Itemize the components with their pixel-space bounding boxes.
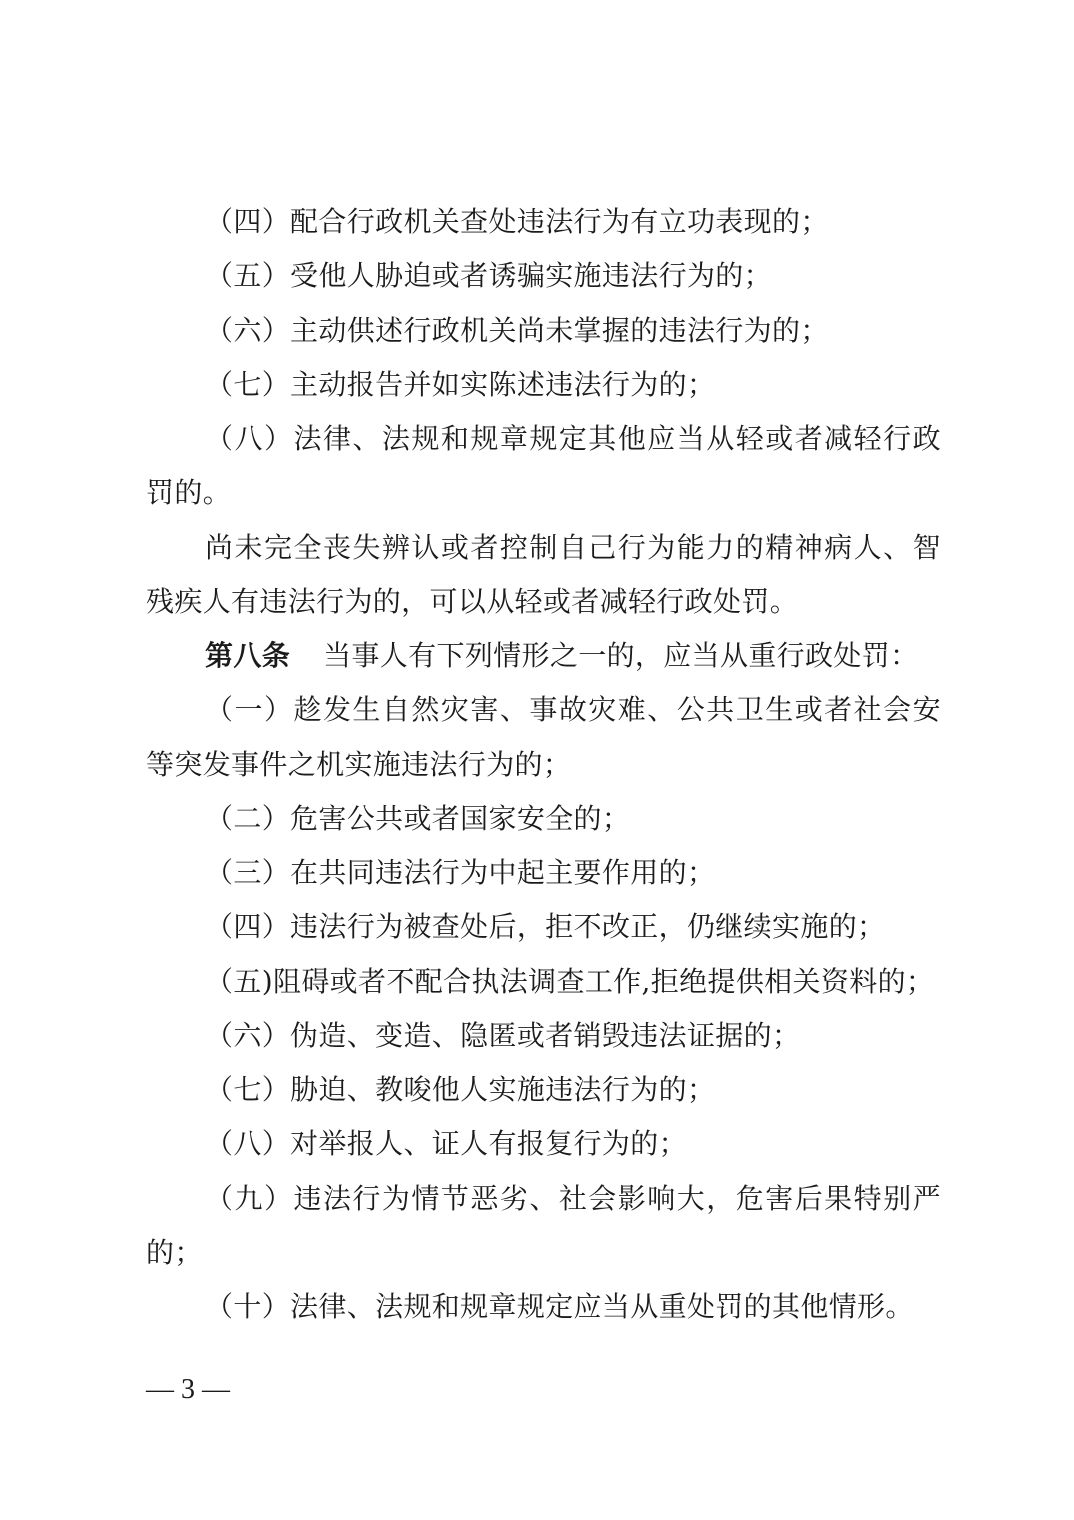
paragraph bbox=[146, 1280, 941, 1334]
text-line: （五）受他人胁迫或者诱骗实施违法行为的； bbox=[205, 259, 773, 293]
paragraph bbox=[146, 1063, 941, 1117]
text-line: （二）危害公共或者国家安全的； bbox=[205, 801, 631, 835]
paragraph bbox=[146, 955, 941, 1009]
paragraph bbox=[146, 304, 941, 358]
text-line: （五)阻碍或者不配合执法调查工作,拒绝提供相关资料的； bbox=[205, 964, 935, 998]
text-line: 尚未完全丧失辨认或者控制自己行为能力的精神病人、智 bbox=[205, 530, 941, 564]
article-text: 当事人有下列情形之一的，应当从重行政处罚： bbox=[323, 639, 919, 672]
article-heading: 第八条 bbox=[205, 639, 291, 672]
paragraph bbox=[146, 792, 941, 846]
text-line: （六）主动供述行政机关尚未掌握的违法行为的； bbox=[205, 313, 829, 347]
text-line: 的； bbox=[146, 1235, 203, 1269]
paragraph bbox=[146, 249, 941, 303]
paragraph bbox=[146, 846, 941, 900]
article-paragraph bbox=[146, 629, 941, 683]
page-number-footer: — 3 — bbox=[146, 1374, 230, 1405]
text-line: 罚的。 bbox=[146, 476, 232, 510]
paragraph bbox=[146, 1172, 941, 1281]
paragraph bbox=[146, 1117, 941, 1171]
paragraph bbox=[146, 683, 941, 792]
text-line: 残疾人有违法行为的，可以从轻或者减轻行政处罚。 bbox=[146, 584, 799, 618]
paragraph bbox=[146, 412, 941, 521]
text-line: （一）趁发生自然灾害、事故灾难、公共卫生或者社会安 bbox=[205, 693, 941, 727]
paragraph bbox=[146, 195, 941, 249]
text-line: （七）主动报告并如实陈述违法行为的； bbox=[205, 367, 716, 401]
text-line: （六）伪造、变造、隐匿或者销毁违法证据的； bbox=[205, 1018, 801, 1052]
paragraph bbox=[146, 900, 941, 954]
text-line: （八）对举报人、证人有报复行为的； bbox=[205, 1127, 687, 1161]
paragraph bbox=[146, 521, 941, 630]
paragraph bbox=[146, 1009, 941, 1063]
text-line: （九）违法行为情节恶劣、社会影响大，危害后果特别严 bbox=[205, 1181, 941, 1215]
text-line: （十）法律、法规和规章规定应当从重处罚的其他情形。 bbox=[205, 1290, 914, 1323]
text-line: （四）配合行政机关查处违法行为有立功表现的； bbox=[205, 205, 829, 238]
paragraph bbox=[146, 358, 941, 412]
text-block bbox=[146, 195, 941, 1334]
text-line: （八）法律、法规和规章规定其他应当从轻或者减轻行政 bbox=[205, 422, 941, 455]
text-line: （七）胁迫、教唆他人实施违法行为的； bbox=[205, 1073, 716, 1106]
text-line: 等突发事件之机实施违法行为的； bbox=[146, 747, 572, 781]
text-line: （四）违法行为被查处后，拒不改正，仍继续实施的； bbox=[205, 910, 886, 944]
text-line: （三）在共同违法行为中起主要作用的； bbox=[205, 856, 716, 889]
text-line bbox=[146, 629, 941, 683]
